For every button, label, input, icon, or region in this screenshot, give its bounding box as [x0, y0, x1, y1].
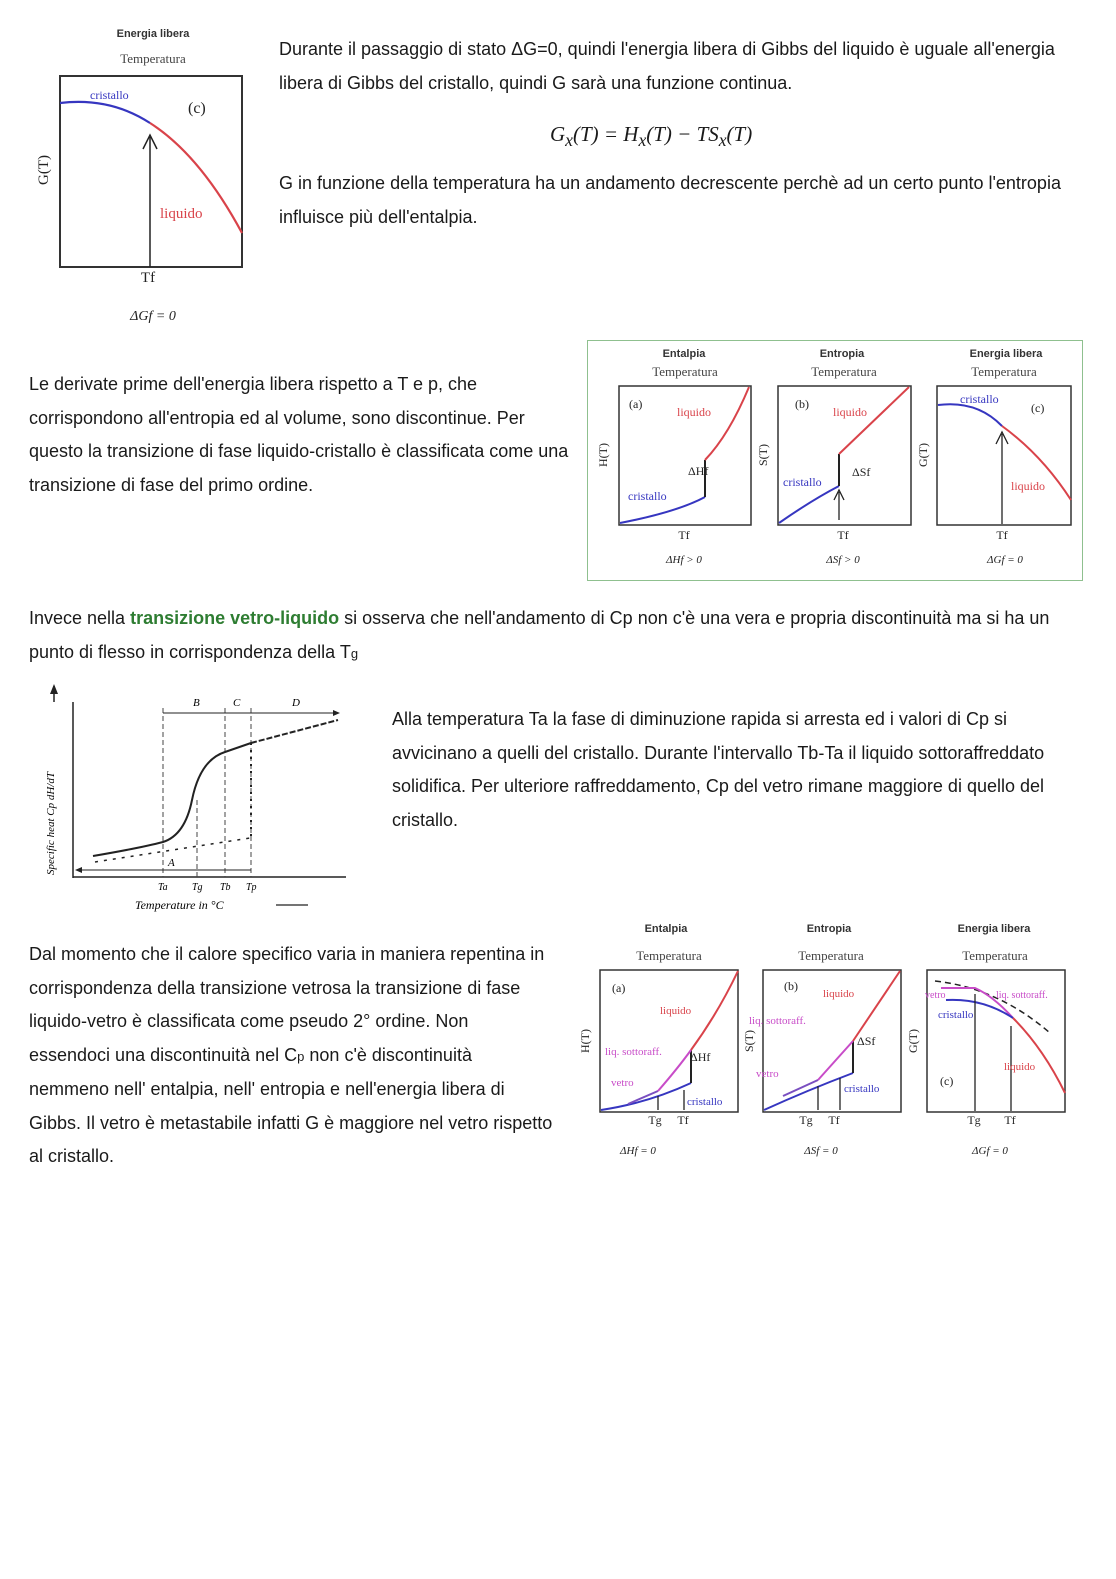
svg-text:G(T): G(T) [36, 155, 52, 185]
svg-text:Tg: Tg [192, 882, 203, 893]
svg-text:D: D [292, 697, 300, 709]
svg-text:ΔGf = 0: ΔGf = 0 [972, 1145, 1008, 1157]
panel-entropy [756, 348, 911, 566]
svg-text:Tp: Tp [246, 882, 257, 893]
svg-text:ΔHf > 0: ΔHf > 0 [666, 554, 702, 566]
svg-text:Tf: Tf [677, 1113, 689, 1127]
svg-text:Tg: Tg [799, 1113, 813, 1127]
svg-text:ΔGf = 0: ΔGf = 0 [130, 309, 176, 324]
svg-text:S(T): S(T) [742, 1030, 756, 1052]
svg-text:Temperatura: Temperatura [962, 948, 1028, 963]
svg-text:S(T): S(T) [756, 444, 770, 466]
svg-text:ΔHf: ΔHf [688, 464, 709, 478]
svg-text:Entalpia: Entalpia [662, 348, 706, 360]
svg-text:ΔGf = 0: ΔGf = 0 [987, 554, 1023, 566]
panel-free-energy-glass [906, 923, 1065, 1157]
panel-enthalpy [596, 348, 751, 566]
svg-text:G(T): G(T) [916, 443, 930, 467]
svg-text:liquido: liquido [1011, 479, 1046, 493]
svg-text:Temperatura: Temperatura [652, 364, 718, 379]
svg-text:Specific heat Cp dH/dT: Specific heat Cp dH/dT [45, 772, 57, 875]
svg-text:cristallo: cristallo [783, 475, 822, 489]
svg-text:Temperatura: Temperatura [971, 364, 1037, 379]
svg-text:C: C [233, 697, 241, 709]
svg-text:ΔHf = 0: ΔHf = 0 [620, 1145, 656, 1157]
paragraph-g-decreasing: G in funzione della temperatura ha un andamento decrescente perchè ad un certo punto l'entropia influisce più dell'entalpia. [279, 173, 1061, 227]
gibbs-formula: $G_x(T) = H_x(T) - TS_x(T)$ [550, 122, 753, 151]
svg-text:vetro: vetro [611, 1077, 634, 1089]
svg-text:Tf: Tf [996, 528, 1008, 542]
figure-first-order-panels [587, 340, 1083, 580]
svg-text:(c): (c) [1031, 401, 1045, 415]
svg-text:cristallo: cristallo [960, 392, 999, 406]
svg-text:Tg: Tg [648, 1113, 662, 1127]
svg-text:G(T): G(T) [906, 1029, 920, 1053]
svg-text:H(T): H(T) [596, 443, 610, 467]
svg-text:A: A [168, 857, 175, 869]
paragraph-first-order: Le derivate prime dell'energia libera rispetto a T e p, che corrispondono all'entropia ed al volume, sono discontinue. Per questo la transizione di fase liquido-cristallo è classificata come una transizione di fase del primo ordine. [29, 374, 569, 495]
figure-free-energy [36, 15, 260, 335]
svg-text:Tf: Tf [678, 528, 690, 542]
figure-glass-transition-panels [578, 918, 1073, 1163]
svg-text:ΔHf: ΔHf [690, 1050, 711, 1064]
svg-text:Temperatura: Temperatura [811, 364, 877, 379]
svg-text:Ta: Ta [158, 882, 168, 893]
svg-text:ΔSf: ΔSf [852, 465, 871, 479]
svg-text:liquido: liquido [833, 405, 868, 419]
svg-text:ΔSf = 0: ΔSf = 0 [804, 1145, 838, 1157]
svg-text:liquido: liquido [1004, 1061, 1036, 1073]
panel-enthalpy-glass [578, 923, 738, 1157]
svg-text:Tf: Tf [1004, 1113, 1016, 1127]
svg-text:(c): (c) [188, 100, 206, 117]
svg-text:Entropia: Entropia [806, 923, 852, 935]
svg-text:(a): (a) [612, 981, 626, 995]
svg-text:(b): (b) [784, 979, 798, 993]
svg-text:(a): (a) [629, 397, 643, 411]
panel-entropy-glass [742, 923, 901, 1157]
svg-text:cristallo: cristallo [844, 1083, 880, 1095]
svg-text:cristallo: cristallo [687, 1096, 723, 1108]
svg-text:Tf: Tf [837, 528, 849, 542]
svg-text:(b): (b) [795, 397, 809, 411]
svg-text:cristallo: cristallo [90, 88, 129, 102]
svg-text:H(T): H(T) [578, 1029, 592, 1053]
svg-text:ΔSf > 0: ΔSf > 0 [826, 554, 860, 566]
svg-text:liquido: liquido [677, 405, 712, 419]
svg-text:Tf: Tf [140, 270, 156, 286]
svg-text:liquido: liquido [160, 206, 203, 222]
svg-text:Energia libera: Energia libera [116, 28, 190, 40]
paragraph-gibbs-continuity: Durante il passaggio di stato ΔG=0, quindi l'energia libera di Gibbs del liquido è uguale all'energia libera di Gibbs del cristallo, quindi G sarà una funzione continua. [279, 39, 1055, 93]
svg-text:Entropia: Entropia [819, 348, 865, 360]
paragraph-glass-transition: Invece nella transizione vetro-liquido si osserva che nell'andamento di Cp non c'è una vera e propria discontinuità ma si ha un punto di flesso in corrispondenza della Tg [29, 608, 1050, 662]
svg-text:ΔSf: ΔSf [857, 1034, 876, 1048]
svg-text:Tg: Tg [967, 1113, 981, 1127]
paragraph-cp-behaviour: Alla temperatura Ta la fase di diminuzione rapida si arresta ed i valori di Cp si avvicinano a quelli del cristallo. Durante l'intervallo Tb-Ta il liquido sottoraffreddato solidifica. Per ulteriore raffreddamento, Cp del vetro rimane maggiore di quello del cristallo. [392, 709, 1045, 830]
svg-text:liq. sottoraff.: liq. sottoraff. [749, 1015, 806, 1027]
svg-text:(c): (c) [940, 1074, 954, 1088]
svg-text:cristallo: cristallo [628, 489, 667, 503]
svg-text:B: B [193, 697, 200, 709]
svg-text:Energia libera: Energia libera [969, 348, 1043, 360]
svg-text:Energia libera: Energia libera [957, 923, 1031, 935]
paragraph-pseudo-second-order: Dal momento che il calore specifico varia in maniera repentina in corrispondenza della transizione vetrosa la transizione di fase liquido-vetro è classificata come pseudo 2° ordine. Non essendoci una discontinuità nel Cp non c'è discontinuità nemmeno nell' entalpia, nell' entropia e nell'energia libera di Gibbs. Il vetro è metastabile infatti G è maggiore nel vetro rispetto al cristallo. [29, 944, 553, 1166]
svg-text:liquido: liquido [823, 988, 855, 1000]
highlight-vetro-liquido: transizione vetro-liquido [130, 608, 340, 628]
svg-text:Temperature in °C: Temperature in °C [135, 898, 224, 912]
svg-text:Temperatura: Temperatura [636, 948, 702, 963]
svg-text:liq. sottoraff.: liq. sottoraff. [996, 990, 1048, 1001]
svg-text:Tf: Tf [828, 1113, 840, 1127]
svg-text:cristallo: cristallo [938, 1009, 974, 1021]
svg-text:Temperatura: Temperatura [120, 51, 186, 66]
svg-text:Tb: Tb [220, 882, 231, 893]
svg-text:liq. sottoraff.: liq. sottoraff. [605, 1046, 662, 1058]
figure-specific-heat [40, 680, 360, 915]
svg-text:vetro: vetro [756, 1068, 779, 1080]
svg-text:vetro: vetro [925, 990, 946, 1001]
svg-text:Temperatura: Temperatura [798, 948, 864, 963]
svg-text:liquido: liquido [660, 1005, 692, 1017]
panel-free-energy [916, 348, 1071, 566]
svg-text:Entalpia: Entalpia [644, 923, 688, 935]
